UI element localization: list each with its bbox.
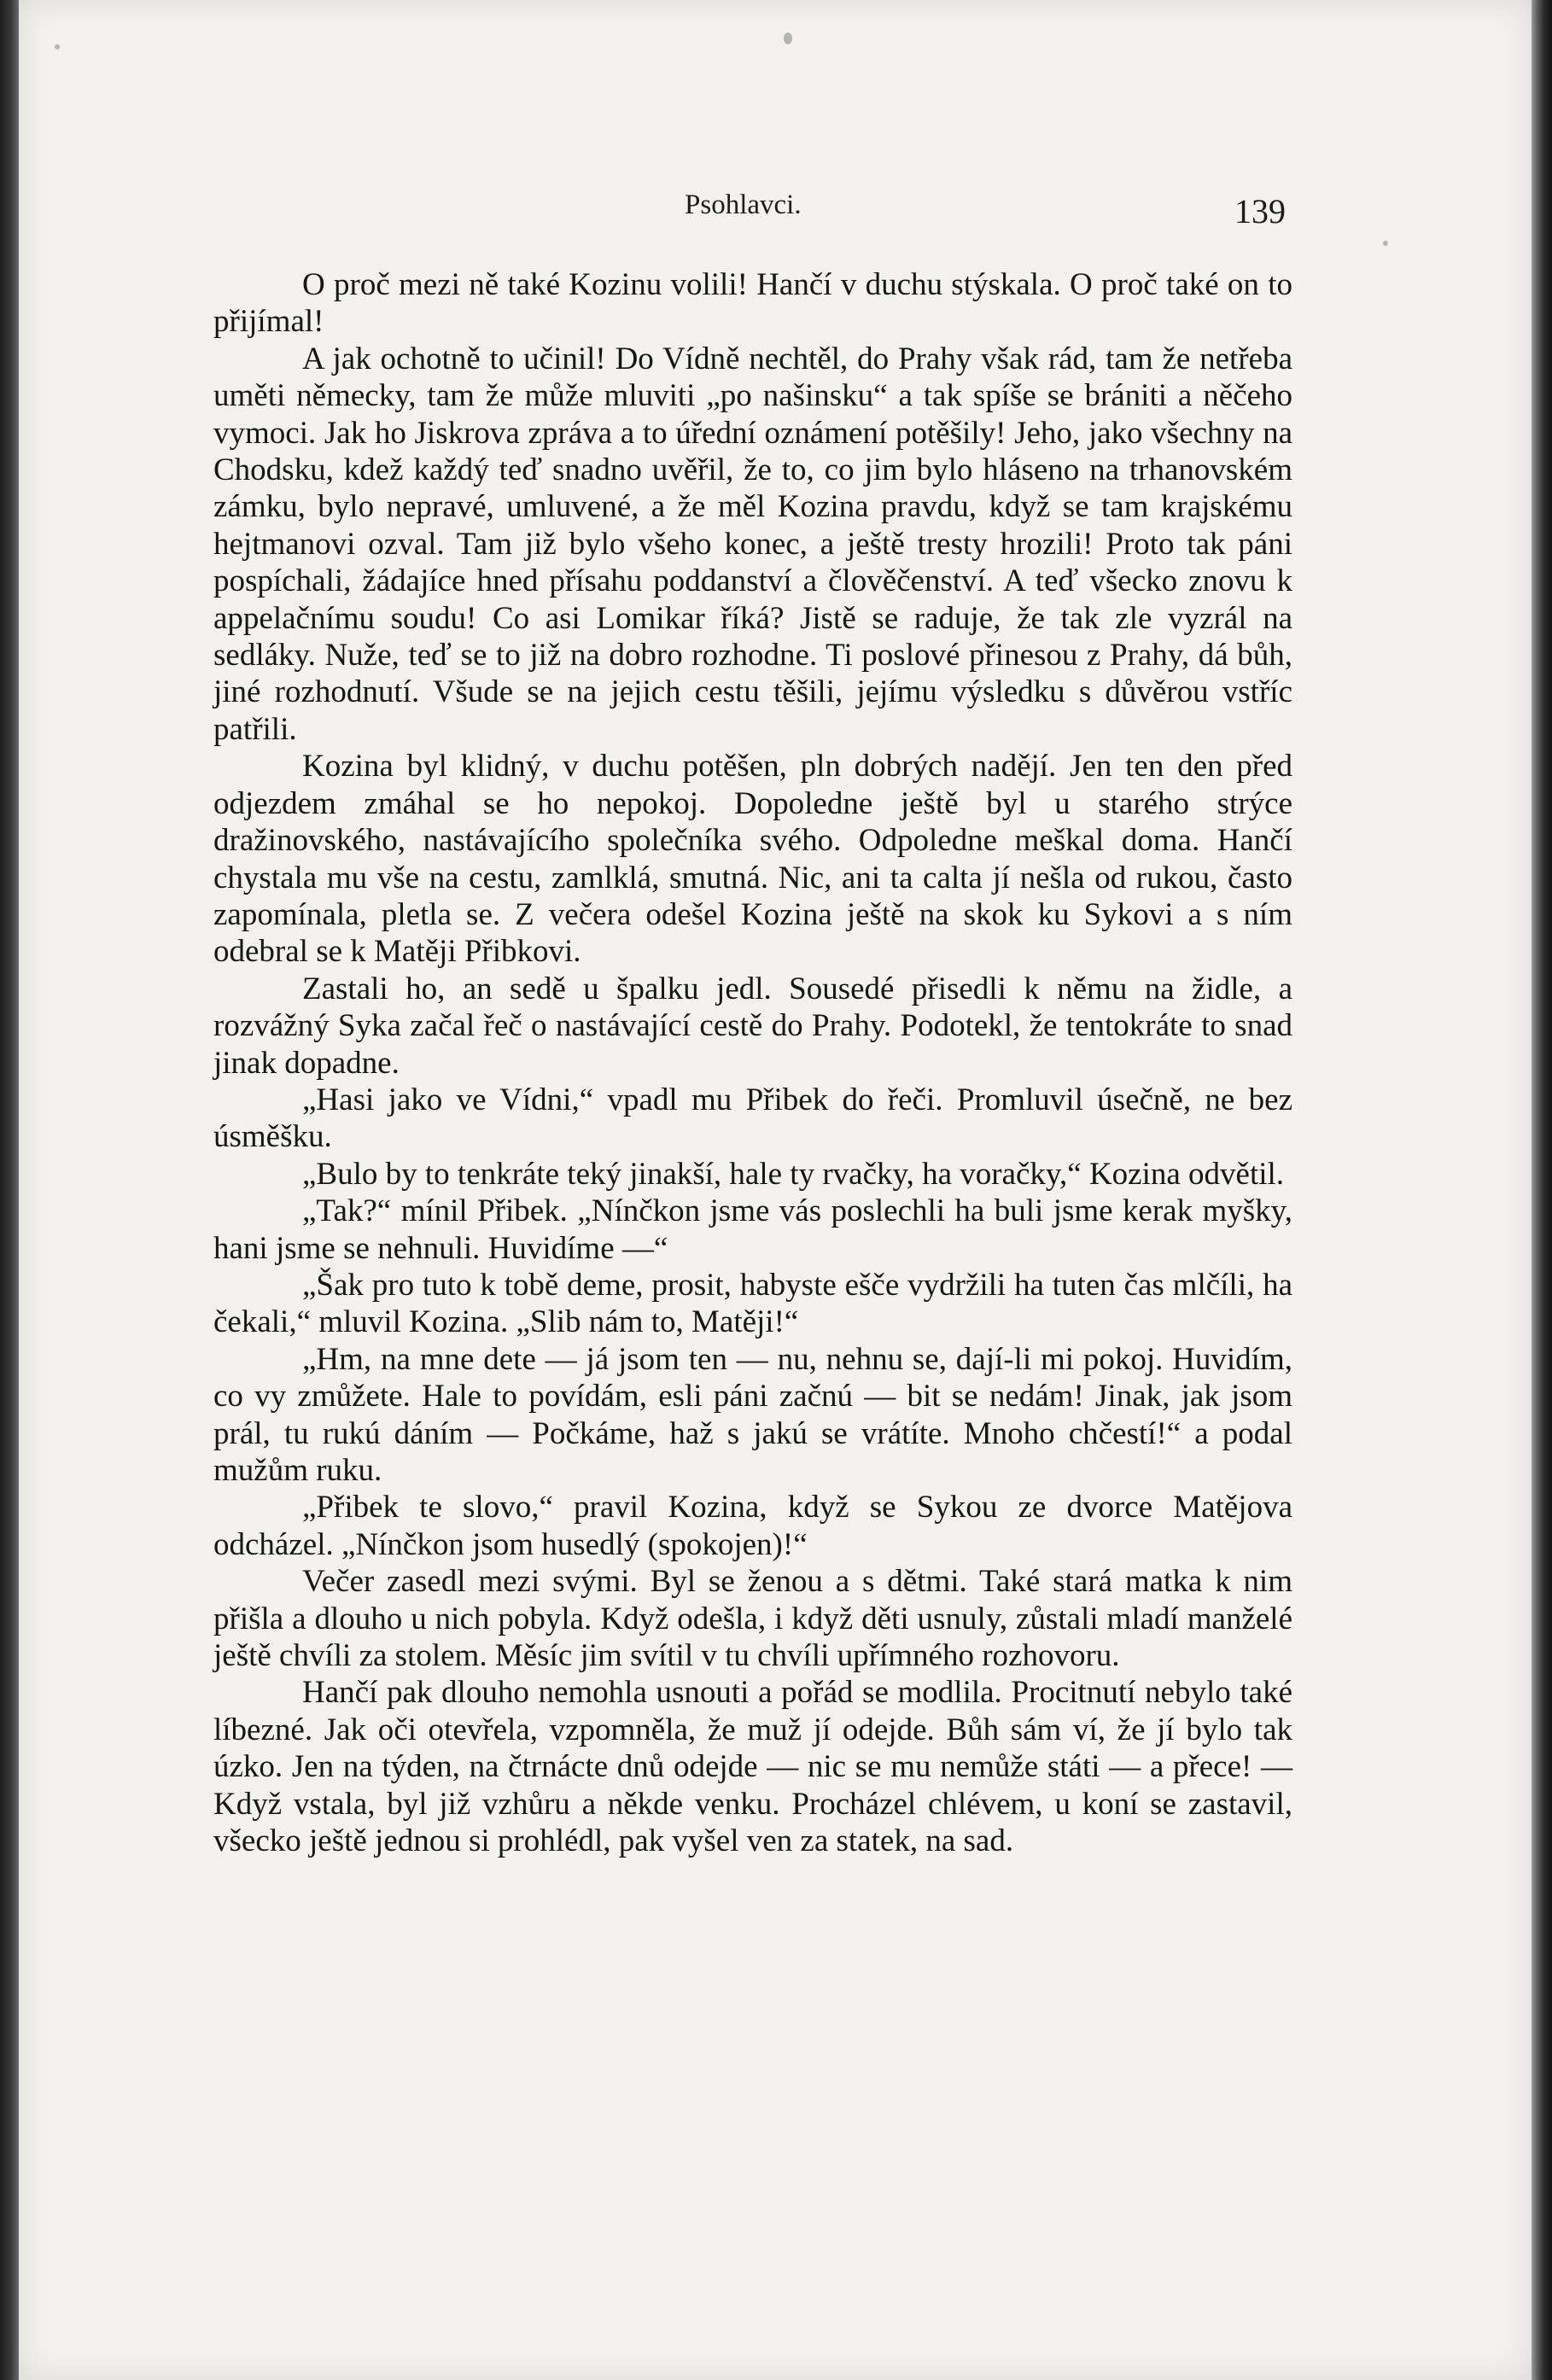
paragraph: Zastali ho, an sedě u špalku jedl. Sousedé přisedli k němu na židle, a rozvážný Syka začal řeč o nastávající cestě do Prahy. Podotekl, že tentokráte to snad jinak dopadne.	[213, 971, 1292, 1081]
book-edge-right	[1532, 0, 1552, 2380]
paragraph: A jak ochotně to učinil! Do Vídně nechtěl, do Prahy však rád, tam že netřeba uměti německy, tam že může mluviti „po našinsku“ a tak spíše se brániti a něčeho vymoci. Jak ho Jiskrova zpráva a to úřední oznámení potěšily! Jeho, jako všechny na Chodsku, kdež každý teď snadno uvěřil, že to, co jim bylo hláseno na trhanovském zámku, bylo nepravé, umluvené, a že měl Kozina pravdu, když se tam krajskému hejtmanovi ozval. Tam již bylo všeho konec, a ještě tresty hrozili! Proto tak páni pospíchali, žádajíce hned přísahu poddanství a člověčenství. A teď všecko znovu k appelačnímu soudu! Co asi Lomikar říká? Jistě se raduje, že tak zle vyzrál na sedláky. Nuže, teď se to již na dobro rozhodne. Ti poslové přinesou z Prahy, dá bůh, jiné rozhodnutí. Všude se na jejich cestu těšili, jejímu výsledku s důvěrou vstříc patřili.	[213, 341, 1292, 747]
paper-speck	[1383, 241, 1388, 246]
paragraph: „Bulo by to tenkráte teký jinakší, hale ty rvačky, ha voračky,“ Kozina odvětil.	[302, 1156, 1285, 1192]
book-page	[19, 0, 1532, 2380]
paragraph: „Tak?“ mínil Přibek. „Nínčkon jsme vás poslechli ha buli jsme kerak myšky, hani jsme se nehnuli. Huvidíme —“	[213, 1193, 1292, 1266]
paragraph: „Šak pro tuto k tobě deme, prosit, habyste ešče vydržili ha tuten čas mlčíli, ha čekali,“ mluvil Kozina. „Slib nám to, Matěji!“	[213, 1267, 1292, 1340]
paragraph: Kozina byl klidný, v duchu potěšen, pln dobrých nadějí. Jen ten den před odjezdem zmáhal se ho nepokoj. Dopoledne ještě byl u starého strýce dražinovského, nastávajícího společníka svého. Odpoledne meškal doma. Hančí chystala mu vše na cestu, zamlklá, smutná. Nic, ani ta calta jí nešla od rukou, často zapomínala, pletla se. Z večera odešel Kozina ještě na skok ku Sykovi a s ním odebral se k Matěji Přibkovi.	[213, 749, 1292, 970]
page-number: 139	[1234, 192, 1286, 230]
paragraph: Hančí pak dlouho nemohla usnouti a pořád se modlila. Procitnutí nebylo také líbezné. Jak oči otevřela, vzpomněla, že muž jí odejde. Bůh sám ví, že jí bylo tak úzko. Jen na týden, na čtrnácte dnů odejde — nic se mu nemůže státi — a přece! — Když vstala, byl již vzhůru a někde venku. Procházel chlévem, u koní se zastavil, všecko ještě jednou si prohlédl, pak vyšel ven za statek, na sad.	[213, 1675, 1292, 1859]
paragraph: „Hasi jako ve Vídni,“ vpadl mu Přibek do řeči. Promluvil úsečně, ne bez úsměšku.	[213, 1082, 1292, 1155]
paragraph: „Přibek te slovo,“ pravil Kozina, když se Sykou ze dvorce Matějova odcházel. „Nínčkon jsom husedlý (spokojen)!“	[213, 1490, 1292, 1562]
paragraph: Večer zasedl mezi svými. Byl se ženou a s dětmi. Také stará matka k nim přišla a dlouho u nich pobyla. Když odešla, i když děti usnuly, zůstali mladí manželé ještě chvíli za stolem. Měsíc jim svítil v tu chvíli upřímného rozhovoru.	[213, 1564, 1292, 1674]
paper-speck	[784, 32, 792, 44]
book-gutter-left	[0, 0, 19, 2380]
paragraph: O proč mezi ně také Kozinu volili! Hančí v duchu stýskala. O proč také on to přijímal!	[213, 267, 1292, 340]
paper-speck	[55, 44, 60, 50]
paragraph: „Hm, na mne dete — já jsom ten — nu, nehnu se, dají-li mi pokoj. Huvidím, co vy zmůžete. Hale to povídám, esli páni začnú — bit se nedám! Jinak, jak jsom prál, tu rukú dáním — Počkáme, haž s jakú se vrátíte. Mnoho chčestí!“ a podal mužům ruku.	[213, 1341, 1292, 1488]
running-title: Psohlavci.	[685, 190, 802, 220]
body-text	[213, 266, 1292, 1859]
